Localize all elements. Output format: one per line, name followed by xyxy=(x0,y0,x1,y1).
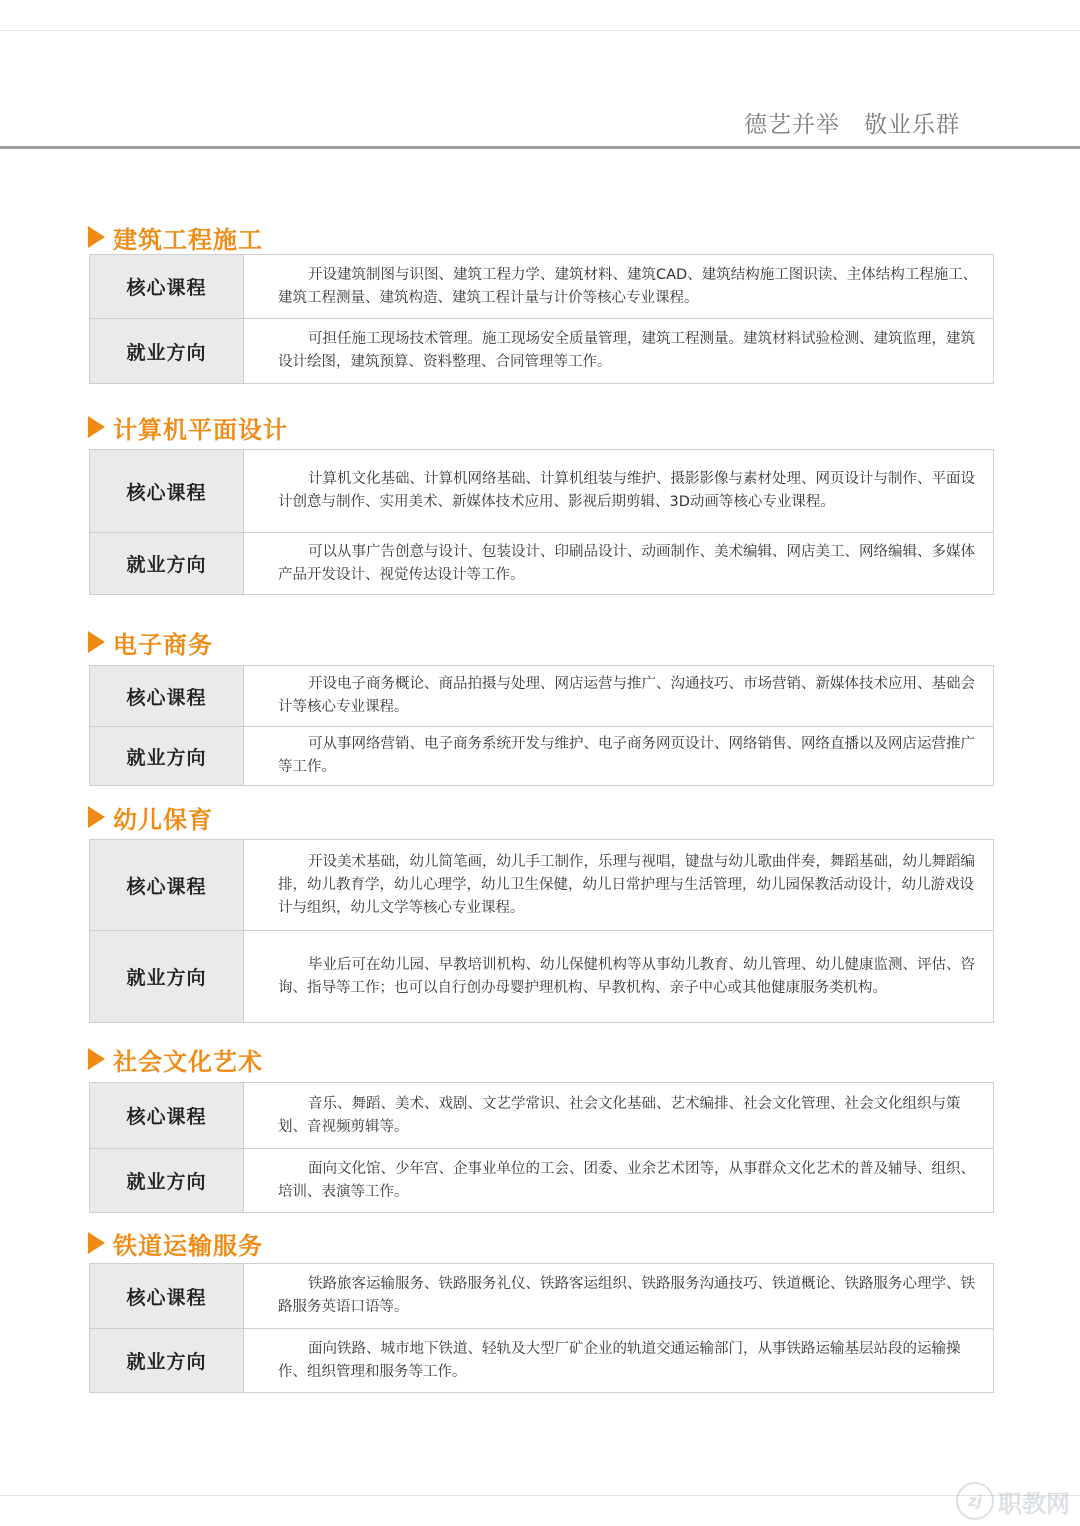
section-title-text: 计算机平面设计 xyxy=(113,415,288,444)
section-table xyxy=(89,839,994,1023)
section-title xyxy=(88,411,288,443)
table-row xyxy=(90,319,994,384)
section-title-text: 社会文化艺术 xyxy=(113,1047,263,1076)
header-rule xyxy=(0,146,1080,149)
triangle-bullet-icon xyxy=(88,416,105,438)
triangle-bullet-icon xyxy=(88,806,105,828)
core-courses-text: 音乐、舞蹈、美术、戏剧、文艺学常识、社会文化基础、艺术编排、社会文化管理、社会文化组织与策划、音视频剪辑等。 xyxy=(244,1083,994,1149)
table-row xyxy=(90,840,994,931)
watermark-text: 职教网 xyxy=(998,1489,1070,1518)
job-direction-text: 可担任施工现场技术管理。施工现场安全质量管理，建筑工程测量。建筑材料试验检测、建筑监理，建筑设计绘图，建筑预算、资料整理、合同管理等工作。 xyxy=(244,319,994,384)
section-title-text: 电子商务 xyxy=(113,630,213,659)
zj-logo-icon: zj xyxy=(956,1482,994,1520)
job-direction-text: 毕业后可在幼儿园、早教培训机构、幼儿保健机构等从事幼儿教育、幼儿管理、幼儿健康监测、评估、咨询、指导等工作；也可以自行创办母婴护理机构、早教机构、亲子中心或其他健康服务类机构。 xyxy=(244,931,994,1023)
row-label-core: 核心课程 xyxy=(90,1083,244,1149)
table-row xyxy=(90,1149,994,1213)
triangle-bullet-icon xyxy=(88,1048,105,1070)
table-row xyxy=(90,666,994,727)
core-courses-text: 铁路旅客运输服务、铁路服务礼仪、铁路客运组织、铁路服务沟通技巧、铁道概论、铁路服务心理学、铁路服务英语口语等。 xyxy=(244,1264,994,1329)
table-row xyxy=(90,1264,994,1329)
row-label-job: 就业方向 xyxy=(90,533,244,595)
school-motto: 德艺并举 敬业乐群 xyxy=(744,112,960,138)
core-courses-text: 开设美术基础，幼儿简笔画，幼儿手工制作，乐理与视唱，键盘与幼儿歌曲伴奏，舞蹈基础，幼儿舞蹈编排，幼儿教育学，幼儿心理学，幼儿卫生保健，幼儿日常护理与生活管理，幼儿园保教活动设计，幼儿游戏设计与组织，幼儿文学等核心专业课程。 xyxy=(244,840,994,931)
row-label-job: 就业方向 xyxy=(90,1329,244,1393)
table-row xyxy=(90,450,994,533)
job-direction-text: 可以从事广告创意与设计、包装设计、印刷品设计、动画制作、美术编辑、网店美工、网络编辑、多媒体产品开发设计、视觉传达设计等工作。 xyxy=(244,533,994,595)
table-row xyxy=(90,255,994,319)
row-label-core: 核心课程 xyxy=(90,1264,244,1329)
section-table xyxy=(89,1263,994,1393)
section-title xyxy=(88,221,263,253)
section-title xyxy=(88,626,213,658)
section-table xyxy=(89,254,994,384)
table-row xyxy=(90,727,994,786)
watermark-logo xyxy=(956,1482,1070,1520)
triangle-bullet-icon xyxy=(88,631,105,653)
table-row xyxy=(90,533,994,595)
table-row xyxy=(90,931,994,1023)
section-title xyxy=(88,801,213,833)
row-label-job: 就业方向 xyxy=(90,1149,244,1213)
row-label-core: 核心课程 xyxy=(90,450,244,533)
job-direction-text: 面向文化馆、少年宫、企事业单位的工会、团委、业余艺术团等，从事群众文化艺术的普及辅导、组织、培训、表演等工作。 xyxy=(244,1149,994,1213)
row-label-job: 就业方向 xyxy=(90,319,244,384)
section-table xyxy=(89,665,994,786)
table-row xyxy=(90,1083,994,1149)
job-direction-text: 面向铁路、城市地下铁道、轻轨及大型厂矿企业的轨道交通运输部门，从事铁路运输基层站段的运输操作、组织管理和服务等工作。 xyxy=(244,1329,994,1393)
triangle-bullet-icon xyxy=(88,226,105,248)
table-row xyxy=(90,1329,994,1393)
section-title-text: 建筑工程施工 xyxy=(113,225,263,254)
core-courses-text: 开设电子商务概论、商品拍摄与处理、网店运营与推广、沟通技巧、市场营销、新媒体技术应用、基础会计等核心专业课程。 xyxy=(244,666,994,727)
row-label-core: 核心课程 xyxy=(90,666,244,727)
row-label-core: 核心课程 xyxy=(90,840,244,931)
row-label-job: 就业方向 xyxy=(90,727,244,786)
triangle-bullet-icon xyxy=(88,1232,105,1254)
section-table xyxy=(89,449,994,595)
section-title xyxy=(88,1043,263,1075)
job-direction-text: 可从事网络营销、电子商务系统开发与维护、电子商务网页设计、网络销售、网络直播以及网店运营推广等工作。 xyxy=(244,727,994,786)
section-table xyxy=(89,1082,994,1213)
row-label-core: 核心课程 xyxy=(90,255,244,319)
section-title-text: 幼儿保育 xyxy=(113,805,213,834)
row-label-job: 就业方向 xyxy=(90,931,244,1023)
section-title-text: 铁道运输服务 xyxy=(113,1231,263,1260)
core-courses-text: 计算机文化基础、计算机网络基础、计算机组装与维护、摄影影像与素材处理、网页设计与制作、平面设计创意与制作、实用美术、新媒体技术应用、影视后期剪辑、3D动画等核心专业课程。 xyxy=(244,450,994,533)
core-courses-text: 开设建筑制图与识图、建筑工程力学、建筑材料、建筑CAD、建筑结构施工图识读、主体结构工程施工、建筑工程测量、建筑构造、建筑工程计量与计价等核心专业课程。 xyxy=(244,255,994,319)
section-title xyxy=(88,1227,263,1259)
